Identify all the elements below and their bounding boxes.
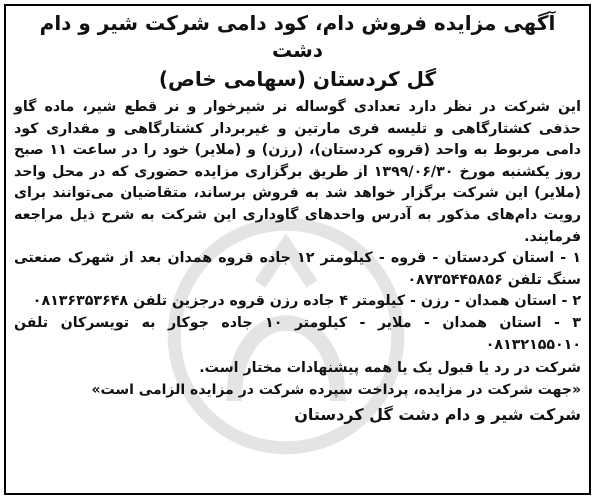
deposit-note: «جهت شرکت در مزایده، پرداخت سپرده شرکت در مزایده الزامی است»: [91, 381, 581, 398]
address-item-2: ۲ - استان همدان - رزن - کیلومتر ۴ جاده رزن قروه درجزین تلفن ۰۸۱۳۶۳۵۳۶۴۸: [32, 293, 581, 310]
closing-statement: شرکت در رد یا قبول یک یا همه پیشنهادات مختار است.: [199, 360, 581, 377]
ad-title-line-2: گل کردستان (سهامی خاص): [158, 67, 437, 91]
ad-body: این شرکت در نظر دارد تعدادی گوساله نر شیرخوار و نر قطع شیر، ماده گاو حذفی کشتارگاهی و تلیسه فری مارتین و غیربردار کشتارگاهی و مقداری کود دامی مربوط به واحد (قروه کردستان)، (رزن) و (ملایر) خود را در ساعت ۱۱ صبح روز یکشنبه مورخ ۱۳۹۹/۰۶/۳۰ از طریق برگزاری مزایده حضوری که در محل واحد (ملایر) این شرکت برگزار خواهد شد به فروش برساند، متقاضیان می‌توانند برای رویت دام‌های مذکور به آدرس واحدهای گاوداری این شرکت به شرح ذیل مراجعه فرمایند.: [14, 99, 582, 245]
company-signature: شرکت شیر و دام دشت گل کردستان: [294, 405, 581, 425]
address-item-1: ۱ - استان کردستان - قروه - کیلومتر ۱۲ جاده قروه همدان بعد از شهرک صنعتی سنگ تلفن ۰۸۷۳۵۴۴۵۸۵۶: [14, 250, 582, 288]
ad-frame: [4, 4, 591, 495]
ad-title-line-1: آگهی مزایده فروش دام، کود دامی شرکت شیر و دام دشت: [39, 11, 556, 62]
address-item-3: ۳ - استان همدان - ملایر - کیلومتر ۱۰ جاده جوکار به تویسرکان تلفن ۰۸۱۳۲۱۵۵۰۱۰: [14, 314, 581, 353]
ad-content: [14, 8, 581, 491]
